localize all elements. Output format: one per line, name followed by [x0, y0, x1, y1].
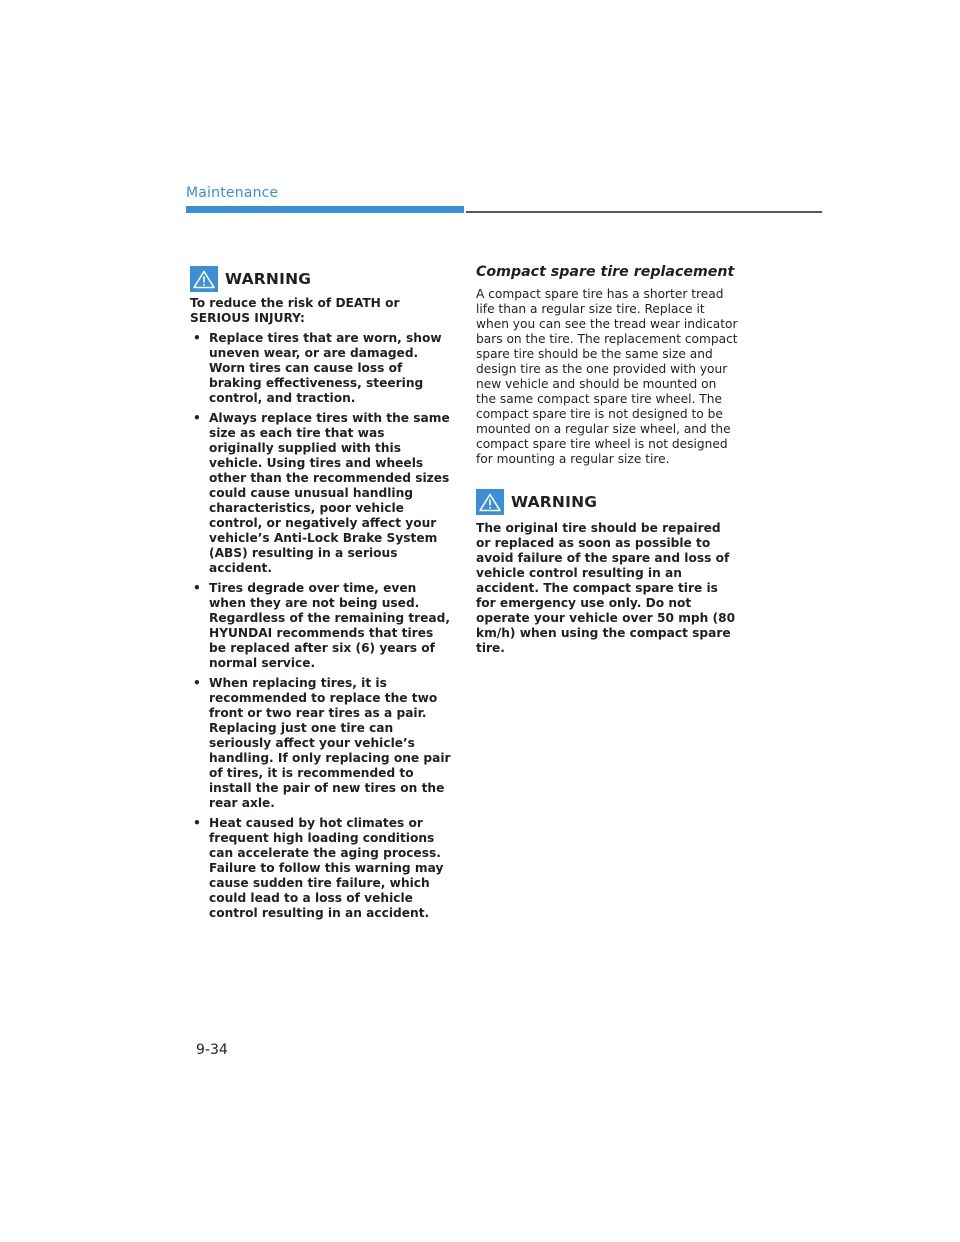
compact-spare-heading: Compact spare tire replacement [476, 264, 735, 280]
warning-intro: To reduce the risk of DEATH or SERIOUS INJURY: [190, 296, 400, 325]
compact-spare-body: A compact spare tire has a shorter tread life than a regular size tire. Replace it when you can see the tread wear indicator bars on the tire. The replacement compact spare tire should be the same size and design tire as the one provided with your new vehicle and should be mounted on the same compact spare tire wheel. The compact spare tire is not designed to be mounted on a regular size wheel, and the compact spare tire wheel is not designed for mounting a regular size tire. [476, 287, 738, 466]
spare-warning [476, 489, 738, 656]
spare-warning-text: The original tire should be repaired or replaced as soon as possible to avoid failure of the spare and loss of vehicle control resulting in an accident. The compact spare tire is for emergency use only. Do not operate your vehicle over 50 mph (80 km/h) when using the compact spare tire. [476, 521, 736, 655]
page-number: 9-34 [196, 1042, 228, 1058]
list-item: • When replacing tires, it is recommended to replace the two front or two rear tires as a pair. Replacing just one tire can seriously affect your vehicle’s handling. If only replacing one pair of tires, it is recommended to install the pair of new tires on the rear axle. [193, 676, 451, 810]
warning-label: WARNING [225, 270, 312, 288]
list-item: • Always replace tires with the same size as each tire that was originally supplied with this vehicle. Using tires and wheels other than the recommended sizes could cause unusual handling characteristics, poor vehicle control, or negatively affect your vehicle’s Anti-Lock Brake System (ABS) resulting in a serious accident. [193, 411, 450, 575]
warning-triangle-icon [190, 266, 218, 292]
header-accent-bar [186, 206, 464, 213]
section-title: Maintenance [186, 185, 279, 201]
list-item: • Replace tires that are worn, show uneven wear, or are damaged. Worn tires can cause loss of braking effectiveness, steering control, and traction. [193, 331, 442, 405]
left-column [190, 266, 452, 926]
list-item: • Heat caused by hot climates or frequent high loading conditions can accelerate the aging process. Failure to follow this warning may cause sudden tire failure, which could lead to a loss of vehicle control resulting in an accident. [193, 816, 444, 920]
warning-triangle-icon [476, 489, 504, 515]
warning-list [190, 331, 452, 921]
warning-header [190, 266, 452, 292]
warning-header [476, 489, 738, 515]
list-item: • Tires degrade over time, even when they are not being used. Regardless of the remaining tread, HYUNDAI recommends that tires be replaced after six (6) years of normal service. [193, 581, 451, 670]
warning-label: WARNING [511, 493, 598, 511]
right-column [476, 264, 738, 656]
header-rule [466, 211, 822, 213]
